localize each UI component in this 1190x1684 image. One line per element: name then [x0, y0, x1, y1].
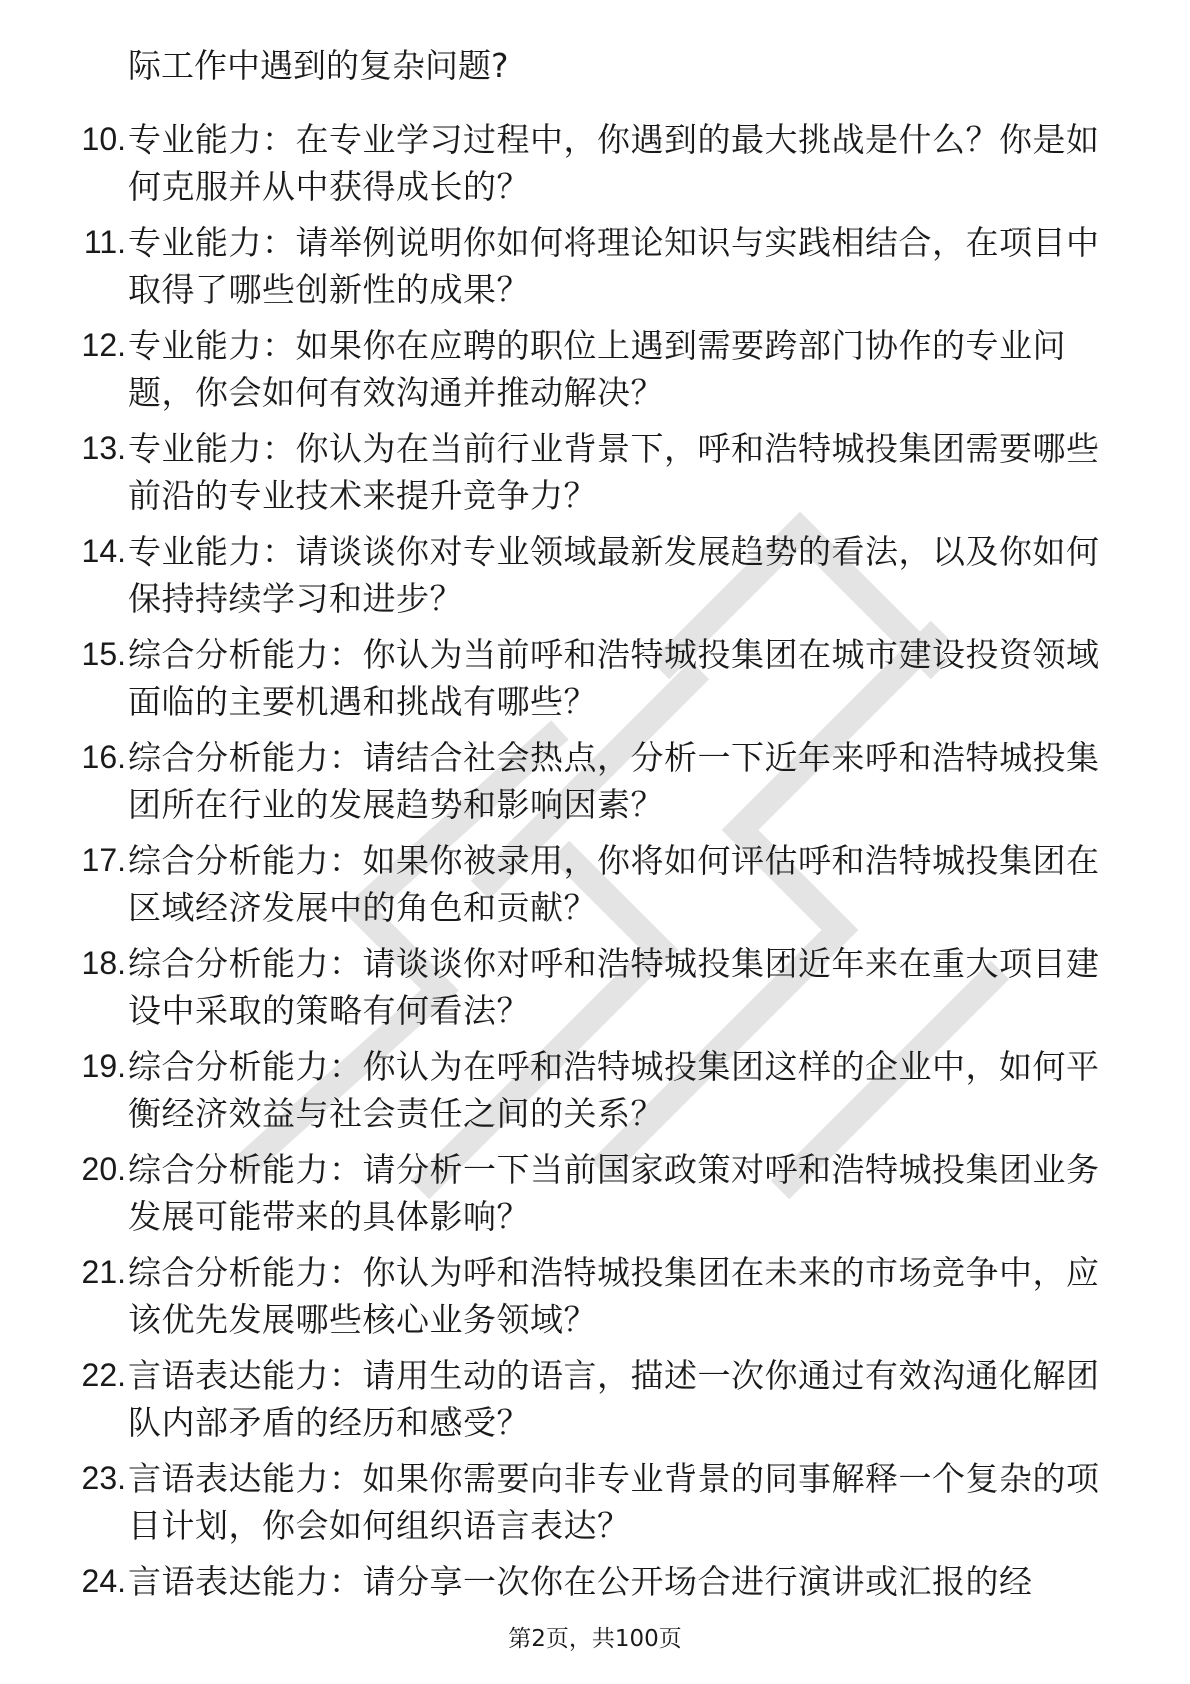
question-item [0, 623, 1190, 726]
question-number: 17. [81, 842, 126, 878]
question-number: 18. [81, 945, 126, 981]
question-number: 23. [81, 1460, 126, 1496]
question-item [0, 1241, 1190, 1344]
question-item [0, 108, 1190, 211]
question-number: 22. [81, 1357, 126, 1393]
question-number: 15. [81, 636, 126, 672]
question-item [0, 726, 1190, 829]
question-text: 综合分析能力：请谈谈你对呼和浩特城投集团近年来在重大项目建设中采取的策略有何看法？ [128, 944, 1100, 1030]
question-item [0, 520, 1190, 623]
question-item [0, 417, 1190, 520]
question-text: 综合分析能力：你认为呼和浩特城投集团在未来的市场竞争中，应该优先发展哪些核心业务领域？ [128, 1253, 1100, 1339]
question-number: 21. [81, 1254, 126, 1290]
question-item [0, 932, 1190, 1035]
question-item [0, 1138, 1190, 1241]
question-item [0, 1447, 1190, 1550]
question-number: 19. [81, 1048, 126, 1084]
question-number: 20. [81, 1151, 126, 1187]
question-number: 24. [81, 1563, 126, 1599]
question-text: 专业能力：请举例说明你如何将理论知识与实践相结合，在项目中取得了哪些创新性的成果？ [128, 223, 1100, 309]
page-footer: 第2页，共100页 [508, 1626, 682, 1652]
question-text: 专业能力：在专业学习过程中，你遇到的最大挑战是什么？你是如何克服并从中获得成长的？ [128, 120, 1100, 206]
question-number: 16. [81, 739, 126, 775]
question-item [0, 829, 1190, 932]
question-item [0, 1035, 1190, 1138]
question-text: 综合分析能力：请分析一下当前国家政策对呼和浩特城投集团业务发展可能带来的具体影响？ [128, 1150, 1100, 1236]
question-text: 专业能力：你认为在当前行业背景下，呼和浩特城投集团需要哪些前沿的专业技术来提升竞争力？ [128, 429, 1100, 515]
question-item [0, 1344, 1190, 1447]
question-list [0, 108, 1190, 1653]
question-text: 专业能力：如果你在应聘的职位上遇到需要跨部门协作的专业问题，你会如何有效沟通并推动解决？ [128, 326, 1066, 412]
question-number: 10. [81, 121, 126, 157]
question-text: 言语表达能力：请分享一次你在公开场合进行演讲或汇报的经 [128, 1562, 1033, 1601]
question-text: 言语表达能力：如果你需要向非专业背景的同事解释一个复杂的项目计划，你会如何组织语言表达？ [128, 1459, 1100, 1545]
continuation-text: 际工作中遇到的复杂问题? [128, 46, 509, 85]
question-item [0, 314, 1190, 417]
question-text: 综合分析能力：请结合社会热点，分析一下近年来呼和浩特城投集团所在行业的发展趋势和影响因素？ [128, 738, 1100, 824]
question-text: 综合分析能力：如果你被录用，你将如何评估呼和浩特城投集团在区域经济发展中的角色和贡献？ [128, 841, 1100, 927]
question-number: 13. [81, 430, 126, 466]
question-number: 14. [81, 533, 126, 569]
question-text: 言语表达能力：请用生动的语言，描述一次你通过有效沟通化解团队内部矛盾的经历和感受？ [128, 1356, 1100, 1442]
question-number: 12. [81, 327, 126, 363]
question-text: 专业能力：请谈谈你对专业领域最新发展趋势的看法，以及你如何保持持续学习和进步？ [128, 532, 1100, 618]
question-text: 综合分析能力：你认为当前呼和浩特城投集团在城市建设投资领域面临的主要机遇和挑战有哪些？ [128, 635, 1100, 721]
question-number: 11. [83, 224, 126, 260]
question-item [0, 211, 1190, 314]
question-text: 综合分析能力：你认为在呼和浩特城投集团这样的企业中，如何平衡经济效益与社会责任之间的关系？ [128, 1047, 1100, 1133]
